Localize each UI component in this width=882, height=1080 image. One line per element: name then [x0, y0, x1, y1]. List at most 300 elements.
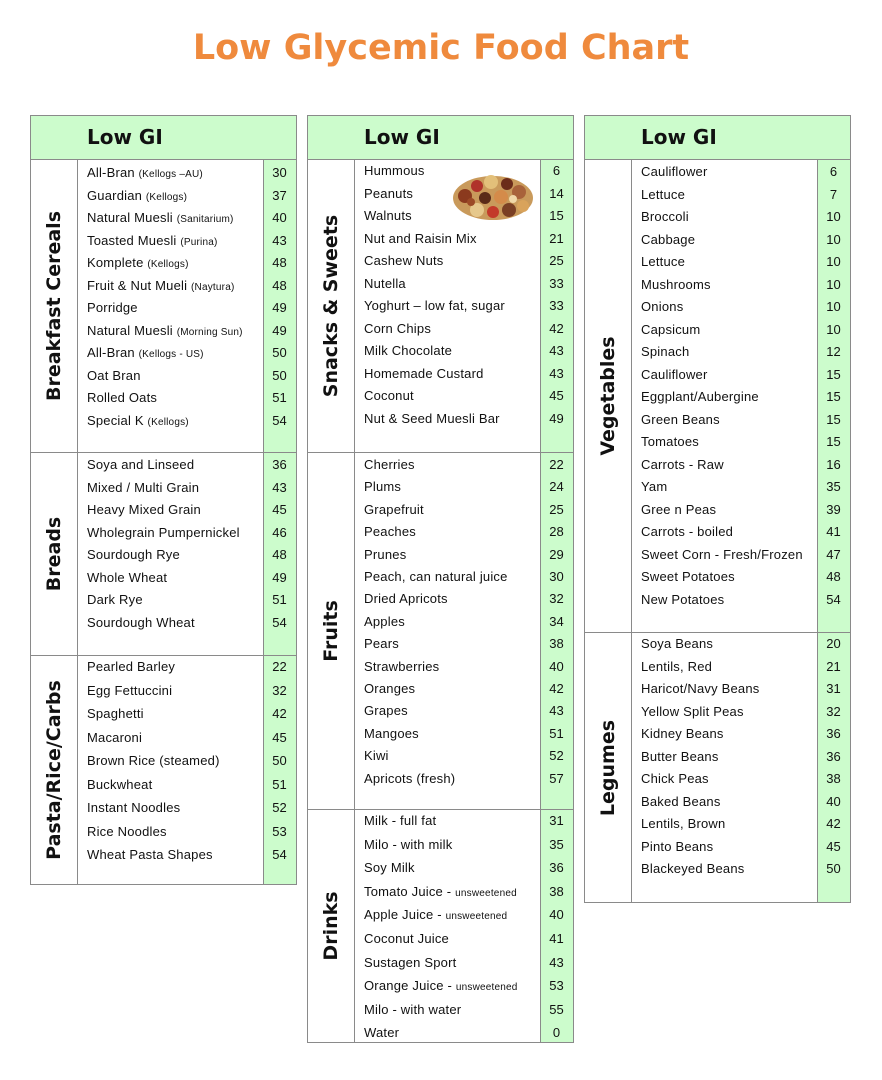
gi-value: 10 — [826, 231, 841, 247]
food-name-text: Milo - with milk — [364, 836, 453, 852]
food-name — [641, 547, 803, 562]
gi-value: 31 — [826, 681, 841, 696]
food-row — [641, 656, 850, 678]
page-title: Low Glycemic Food Chart — [192, 28, 690, 68]
section-label: Fruits — [320, 600, 342, 662]
food-name — [364, 907, 507, 922]
food-name-text: Apricots (fresh) — [364, 770, 456, 786]
food-name — [364, 591, 448, 606]
food-row — [87, 680, 296, 702]
food-row — [641, 589, 850, 611]
gi-value: 43 — [272, 232, 287, 248]
gi-value: 42 — [549, 320, 564, 336]
food-name-text: Brown Rice (steamed) — [87, 753, 220, 768]
food-name-text: Heavy Mixed Grain — [87, 502, 201, 517]
food-row — [87, 297, 296, 319]
gi-value: 29 — [549, 546, 564, 562]
gi-value: 54 — [272, 614, 287, 630]
food-name-text: Nut & Seed Muesli Bar — [364, 410, 500, 426]
gi-value: 22 — [272, 659, 287, 674]
gi-value: 42 — [826, 816, 841, 831]
food-name-text: Pearled Barley — [87, 659, 176, 674]
food-row — [87, 774, 296, 796]
food-row — [364, 385, 573, 407]
gi-value: 30 — [549, 569, 564, 584]
food-row — [87, 522, 296, 544]
food-name — [364, 659, 439, 674]
food-name-text: Kidney Beans — [641, 726, 724, 741]
food-row — [87, 612, 296, 634]
food-note: (Purina) — [180, 236, 218, 248]
food-name — [641, 592, 724, 607]
gi-value: 24 — [549, 479, 564, 495]
food-name-text: Yam — [641, 479, 668, 494]
food-row — [364, 700, 573, 722]
gi-value: 50 — [826, 861, 841, 876]
food-row — [641, 723, 850, 745]
food-name — [364, 1025, 399, 1040]
food-name-text: Yoghurt – low fat, sugar — [364, 298, 505, 313]
gi-value: 14 — [549, 185, 564, 201]
food-row — [87, 821, 296, 843]
food-name-text: Corn Chips — [364, 320, 432, 336]
gi-value: 25 — [549, 253, 564, 268]
food-row — [364, 588, 573, 610]
food-row — [641, 768, 850, 790]
food-row — [364, 476, 573, 498]
food-name-text: Orange Juice - — [364, 978, 453, 994]
food-name — [87, 368, 141, 383]
gi-value: 15 — [826, 389, 841, 404]
food-row — [641, 791, 850, 813]
food-name-text: Strawberries — [364, 658, 440, 674]
food-row — [641, 274, 850, 296]
gi-value: 43 — [549, 365, 564, 381]
gi-value: 21 — [826, 658, 841, 674]
food-name-text: Baked Beans — [641, 793, 721, 809]
food-name — [87, 300, 138, 315]
section-label: Breads — [43, 516, 65, 592]
food-name — [641, 636, 713, 651]
food-name-text: Nutella — [364, 275, 406, 291]
gi-value: 10 — [826, 209, 841, 224]
food-name-text: Butter Beans — [641, 748, 719, 764]
gi-value: 38 — [549, 636, 564, 652]
food-note: unsweetened — [455, 982, 518, 994]
food-row — [87, 207, 296, 229]
food-row — [364, 656, 573, 678]
gi-value: 48 — [272, 277, 287, 293]
food-row — [364, 975, 573, 997]
food-name — [364, 276, 406, 291]
food-row — [364, 340, 573, 362]
food-row — [641, 431, 850, 453]
food-name — [87, 233, 218, 248]
food-name-text: Soya and Linseed — [87, 457, 195, 472]
food-row — [364, 810, 573, 832]
food-note: (Kellogs –AU) — [138, 169, 203, 180]
food-name-text: Porridge — [87, 300, 138, 315]
gi-value: 43 — [549, 343, 564, 358]
food-name — [87, 683, 172, 698]
gi-value: 51 — [272, 776, 287, 792]
food-name — [87, 345, 204, 360]
gi-value: 54 — [272, 847, 287, 862]
food-name-text: Lettuce — [641, 186, 686, 202]
food-name — [364, 502, 424, 517]
food-row — [641, 476, 850, 498]
food-row — [641, 386, 850, 408]
gi-value: 32 — [826, 703, 841, 719]
food-row — [364, 633, 573, 655]
gi-value: 54 — [272, 412, 287, 428]
gi-value: 48 — [826, 569, 841, 584]
food-row — [641, 206, 850, 228]
gi-value: 42 — [549, 681, 564, 696]
food-name — [364, 703, 408, 718]
food-name — [641, 794, 721, 809]
food-name-text: All-Bran — [87, 345, 135, 360]
food-name-text: Guardian — [87, 187, 143, 203]
food-row — [87, 750, 296, 772]
gi-value: 15 — [826, 366, 841, 382]
section-label: Vegetables — [597, 336, 619, 456]
food-row — [364, 205, 573, 227]
food-name-text: Fruit & Nut Mueli — [87, 277, 188, 293]
food-name-text: Natural Muesli — [87, 322, 173, 338]
food-row — [364, 881, 573, 903]
food-row — [641, 296, 850, 318]
food-row — [364, 904, 573, 926]
food-name — [87, 570, 167, 585]
food-name-text: Mushrooms — [641, 276, 711, 292]
gi-value: 57 — [549, 770, 564, 786]
food-note: (Sanitarium) — [176, 214, 234, 225]
food-name — [87, 547, 180, 562]
food-name-text: Grapefruit — [364, 501, 424, 517]
gi-value: 52 — [272, 800, 287, 815]
food-row — [87, 162, 296, 184]
food-row — [364, 454, 573, 476]
food-note: (Kellogs) — [147, 259, 189, 270]
section-drinks — [308, 810, 573, 1042]
food-name — [87, 255, 189, 270]
food-row — [87, 567, 296, 589]
food-row — [364, 544, 573, 566]
section-label: Snacks & Sweets — [320, 214, 342, 398]
food-row — [641, 633, 850, 655]
food-row — [364, 228, 573, 250]
column-header — [308, 116, 573, 160]
food-row — [364, 723, 573, 745]
gi-value: 7 — [829, 186, 838, 202]
gi-value: 20 — [826, 636, 841, 651]
food-name-text: Carrots - boiled — [641, 524, 734, 539]
gi-value: 54 — [826, 591, 841, 607]
food-name-text: Lentils, Red — [641, 658, 713, 674]
food-name — [641, 457, 724, 472]
gi-value: 50 — [272, 345, 287, 360]
food-name — [641, 502, 716, 517]
food-row — [364, 521, 573, 543]
food-name — [364, 955, 456, 970]
food-name — [641, 524, 733, 539]
section-fruits — [308, 453, 573, 810]
section-label: Legumes — [597, 719, 619, 816]
food-name-text: Instant Noodles — [87, 800, 181, 815]
food-name — [641, 681, 759, 696]
food-name — [364, 479, 401, 494]
gi-value: 36 — [826, 748, 841, 764]
food-name-text: Haricot/Navy Beans — [641, 681, 760, 696]
gi-value: 10 — [826, 254, 841, 269]
gi-value: 10 — [826, 321, 841, 337]
food-row — [87, 797, 296, 819]
food-name — [364, 569, 508, 584]
food-row — [641, 229, 850, 251]
food-name-text: Milk - full fat — [364, 813, 437, 828]
section-legumes — [585, 633, 850, 902]
food-name-text: Carrots - Raw — [641, 456, 724, 472]
food-name-text: Grapes — [364, 703, 408, 719]
food-name-text: Milk Chocolate — [364, 343, 453, 358]
food-name — [87, 730, 142, 745]
food-name — [87, 502, 201, 517]
food-name-text: Whole Wheat — [87, 569, 168, 585]
food-name — [364, 388, 414, 403]
food-name — [87, 390, 157, 405]
food-name-text: Cauliflower — [641, 164, 708, 179]
food-name — [364, 1002, 461, 1017]
food-row — [87, 477, 296, 499]
gi-value: 34 — [549, 613, 564, 629]
gi-value: 40 — [826, 793, 841, 809]
food-name — [641, 209, 689, 224]
gi-value: 49 — [549, 410, 564, 426]
food-name — [641, 479, 667, 494]
food-name — [87, 706, 144, 721]
food-row — [641, 499, 850, 521]
gi-value: 40 — [272, 210, 287, 225]
food-row — [364, 566, 573, 588]
food-name-text: Egg Fettuccini — [87, 682, 173, 698]
section-pasta-rice-carbs — [31, 656, 296, 884]
gi-value: 0 — [552, 1025, 561, 1041]
food-name — [364, 366, 484, 381]
food-name-text: Rolled Oats — [87, 390, 158, 405]
food-name — [364, 208, 412, 223]
gi-value: 40 — [549, 907, 564, 923]
food-name-text: Cauliflower — [641, 366, 708, 382]
gi-value: 46 — [272, 524, 287, 540]
food-name — [364, 457, 415, 472]
gi-value: 55 — [549, 1001, 564, 1017]
food-row — [87, 365, 296, 387]
food-name — [641, 232, 695, 247]
food-row — [364, 999, 573, 1021]
food-name — [641, 569, 735, 584]
food-name-text: Peaches — [364, 524, 416, 540]
food-row — [641, 566, 850, 588]
food-row — [641, 454, 850, 476]
food-name-text: Tomato Juice - — [364, 883, 452, 899]
column-header-label: Low GI — [364, 125, 440, 149]
food-name — [641, 322, 700, 337]
food-row — [641, 858, 850, 880]
food-row — [364, 363, 573, 385]
food-row — [641, 319, 850, 341]
gi-value: 52 — [549, 748, 564, 764]
food-name-text: Sweet Potatoes — [641, 569, 735, 584]
food-name — [364, 726, 419, 741]
food-name-text: Soy Milk — [364, 860, 415, 876]
food-name — [641, 344, 689, 359]
gi-value: 51 — [272, 592, 287, 607]
gi-value: 45 — [272, 502, 287, 517]
food-name — [87, 457, 194, 472]
gi-value: 40 — [549, 658, 564, 674]
food-row — [87, 275, 296, 297]
food-name-text: Coconut Juice — [364, 931, 449, 946]
food-name — [364, 614, 405, 629]
gi-value: 16 — [826, 456, 841, 472]
food-row — [364, 318, 573, 340]
food-row — [364, 834, 573, 856]
gi-value: 30 — [272, 165, 287, 180]
gi-value: 38 — [549, 883, 564, 899]
food-row — [641, 678, 850, 700]
food-name — [364, 813, 436, 828]
food-note: (Kellogs) — [145, 191, 188, 203]
gi-value: 32 — [272, 682, 287, 698]
food-name-text: Peach, can natural juice — [364, 569, 508, 584]
food-name-text: Apple Juice - — [364, 907, 442, 923]
food-row — [87, 499, 296, 521]
food-name-text: Homemade Custard — [364, 365, 484, 381]
gi-value: 42 — [272, 706, 287, 721]
food-row — [364, 499, 573, 521]
food-name-text: Blackeyed Beans — [641, 861, 745, 876]
section-breakfast-cereals — [31, 160, 296, 453]
food-name-text: Cashew Nuts — [364, 253, 444, 268]
food-name — [87, 278, 235, 293]
food-name-text: Oat Bran — [87, 367, 141, 383]
food-row — [364, 295, 573, 317]
food-name-text: Eggplant/Aubergine — [641, 389, 759, 404]
food-name — [87, 753, 220, 768]
gi-value: 21 — [549, 230, 564, 246]
food-name — [641, 434, 699, 449]
food-name — [641, 704, 744, 719]
food-name-text: Broccoli — [641, 209, 689, 224]
food-name — [641, 389, 759, 404]
food-row — [87, 703, 296, 725]
food-row — [364, 611, 573, 633]
food-row — [364, 183, 573, 205]
food-name — [641, 367, 708, 382]
column-header — [31, 116, 296, 160]
gi-value: 35 — [549, 836, 564, 852]
gi-value: 49 — [272, 569, 287, 585]
food-name — [87, 210, 234, 225]
gi-value: 15 — [826, 434, 841, 449]
food-name — [364, 411, 500, 426]
food-name-text: Dark Rye — [87, 592, 143, 607]
food-name — [364, 884, 517, 899]
food-row — [641, 746, 850, 768]
food-name-text: Mangoes — [364, 725, 419, 741]
food-name — [641, 839, 713, 854]
food-name-text: Spinach — [641, 344, 690, 359]
food-row — [87, 320, 296, 342]
food-name-text: Natural Muesli — [87, 210, 173, 225]
gi-value: 22 — [549, 457, 564, 472]
food-name — [364, 860, 415, 875]
food-name — [87, 323, 243, 338]
food-name — [641, 164, 708, 179]
food-name-text: Walnuts — [364, 208, 412, 223]
food-name — [87, 615, 195, 630]
gi-value: 49 — [272, 300, 287, 315]
gi-value: 37 — [272, 187, 287, 203]
gi-value: 45 — [826, 838, 841, 854]
food-name-text: Wholegrain Pumpernickel — [87, 524, 240, 540]
food-row — [87, 727, 296, 749]
food-row — [87, 410, 296, 432]
food-row — [641, 364, 850, 386]
food-name — [641, 254, 685, 269]
section-snacks-sweets — [308, 160, 573, 453]
column-header-label: Low GI — [641, 125, 717, 149]
food-name — [364, 343, 452, 358]
food-name-text: Peanuts — [364, 185, 414, 201]
food-row — [364, 1022, 573, 1044]
gi-value: 48 — [272, 547, 287, 562]
food-name-text: Pears — [364, 636, 399, 652]
food-name — [364, 186, 413, 201]
gi-value: 43 — [272, 479, 287, 495]
food-name-text: Oranges — [364, 681, 416, 696]
gi-value: 38 — [826, 771, 841, 786]
food-name-text: Mixed / Multi Grain — [87, 479, 200, 495]
food-name-text: Hummous — [364, 163, 425, 178]
gi-value: 32 — [549, 591, 564, 607]
gi-value: 53 — [272, 823, 287, 839]
section-vegetables — [585, 160, 850, 633]
food-name — [364, 547, 406, 562]
food-row — [364, 928, 573, 950]
food-row — [364, 952, 573, 974]
gi-value: 35 — [826, 479, 841, 494]
food-name — [87, 659, 175, 674]
gi-value: 50 — [272, 753, 287, 768]
food-name-text: Dried Apricots — [364, 591, 448, 607]
food-row — [641, 701, 850, 723]
food-column-1 — [30, 115, 297, 885]
food-name-text: Macaroni — [87, 729, 143, 745]
food-row — [364, 160, 573, 182]
food-name — [364, 837, 452, 852]
gi-value: 31 — [549, 813, 564, 828]
food-name-text: Chick Peas — [641, 771, 709, 786]
food-name-text: Onions — [641, 299, 684, 314]
food-row — [87, 454, 296, 476]
food-row — [364, 857, 573, 879]
food-name-text: Kiwi — [364, 748, 389, 764]
gi-value: 28 — [549, 524, 564, 540]
food-name — [641, 749, 719, 764]
gi-value: 47 — [826, 546, 841, 562]
